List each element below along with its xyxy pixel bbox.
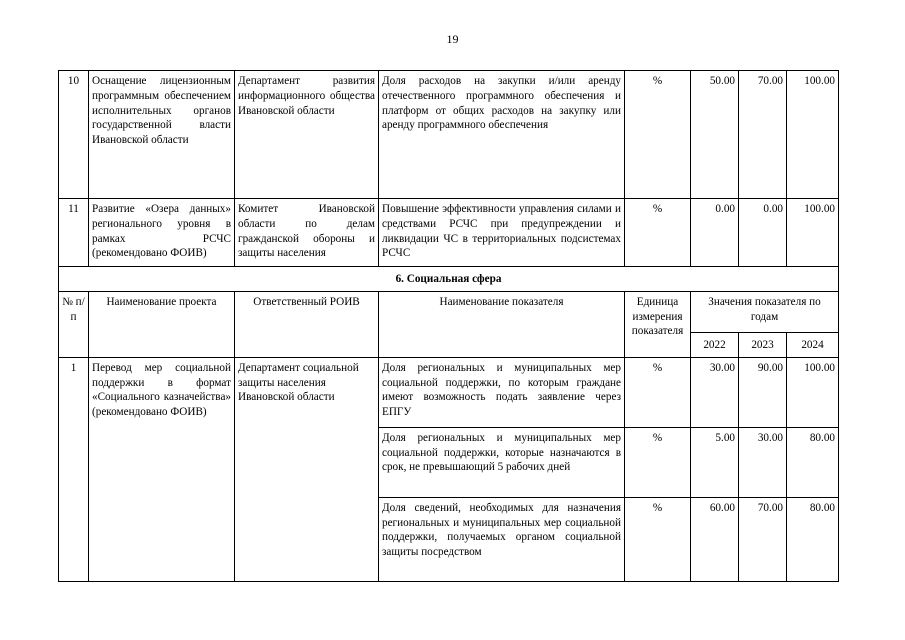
indicator-name: Доля региональных и муниципальных мер социальной поддержки, которые назначаются в срок, не превышающий 5 рабочих дней xyxy=(379,427,625,497)
section-title: 6. Социальная сфера xyxy=(59,267,839,292)
value-2024: 100.00 xyxy=(787,199,839,267)
header-unit: Единица измерения показателя xyxy=(625,291,691,357)
table-row xyxy=(59,199,839,267)
unit-cell: % xyxy=(625,357,691,427)
row-number: 10 xyxy=(59,71,89,199)
header-project: Наименование проекта xyxy=(89,291,235,357)
value-2023: 70.00 xyxy=(739,497,787,581)
table-row xyxy=(59,357,839,427)
responsible-body: Департамент развития информационного общества Ивановской области xyxy=(235,71,379,199)
value-2022: 60.00 xyxy=(691,497,739,581)
value-2023: 0.00 xyxy=(739,199,787,267)
project-name: Оснащение лицензионным программным обеспечением исполнительных органов государственной власти Ивановской области xyxy=(89,71,235,199)
indicator-name: Доля сведений, необходимых для назначения региональных и муниципальных мер социальной поддержки, получаемых органом социальной защиты посредством xyxy=(379,497,625,581)
value-2022: 50.00 xyxy=(691,71,739,199)
row-number: 11 xyxy=(59,199,89,267)
project-name: Развитие «Озера данных» регионального уровня в рамках РСЧС (рекомендовано ФОИВ) xyxy=(89,199,235,267)
header-year-2022: 2022 xyxy=(691,333,739,357)
value-2024: 100.00 xyxy=(787,357,839,427)
header-indicator: Наименование показателя xyxy=(379,291,625,357)
page-number: 19 xyxy=(446,32,459,46)
unit-cell: % xyxy=(625,427,691,497)
value-2022: 5.00 xyxy=(691,427,739,497)
value-2024: 80.00 xyxy=(787,497,839,581)
header-responsible: Ответственный РОИВ xyxy=(235,291,379,357)
value-2022: 30.00 xyxy=(691,357,739,427)
indicator-name: Доля расходов на закупки и/или аренду отечественного программного обеспечения и платформ от общих расходов на закупку или аренду программного обеспечения xyxy=(379,71,625,199)
header-row xyxy=(59,291,839,333)
header-year-2024: 2024 xyxy=(787,333,839,357)
value-2023: 30.00 xyxy=(739,427,787,497)
value-2023: 70.00 xyxy=(739,71,787,199)
indicator-name: Повышение эффективности управления силами и средствами РСЧС при предупреждении и ликвидации ЧС в территориальных подсистемах РСЧС xyxy=(379,199,625,267)
value-2024: 80.00 xyxy=(787,427,839,497)
unit-cell: % xyxy=(625,199,691,267)
header-values: Значения показателя по годам xyxy=(691,291,839,333)
header-num: № п/п xyxy=(59,291,89,357)
project-name: Перевод мер социальной поддержки в формат «Социального казначейства» (рекомендовано ФОИВ) xyxy=(89,357,235,581)
unit-cell: % xyxy=(625,497,691,581)
value-2024: 100.00 xyxy=(787,71,839,199)
responsible-body: Департамент социальной защиты населения Ивановской области xyxy=(235,357,379,581)
unit-cell: % xyxy=(625,71,691,199)
section-row xyxy=(59,267,839,292)
projects-table xyxy=(58,70,839,582)
indicator-name: Доля региональных и муниципальных мер социальной поддержки, по которым граждане имеют возможность подать заявление через ЕПГУ xyxy=(379,357,625,427)
row-number: 1 xyxy=(59,357,89,581)
header-year-2023: 2023 xyxy=(739,333,787,357)
value-2023: 90.00 xyxy=(739,357,787,427)
value-2022: 0.00 xyxy=(691,199,739,267)
table-row xyxy=(59,71,839,199)
responsible-body: Комитет Ивановской области по делам гражданской обороны и защиты населения xyxy=(235,199,379,267)
